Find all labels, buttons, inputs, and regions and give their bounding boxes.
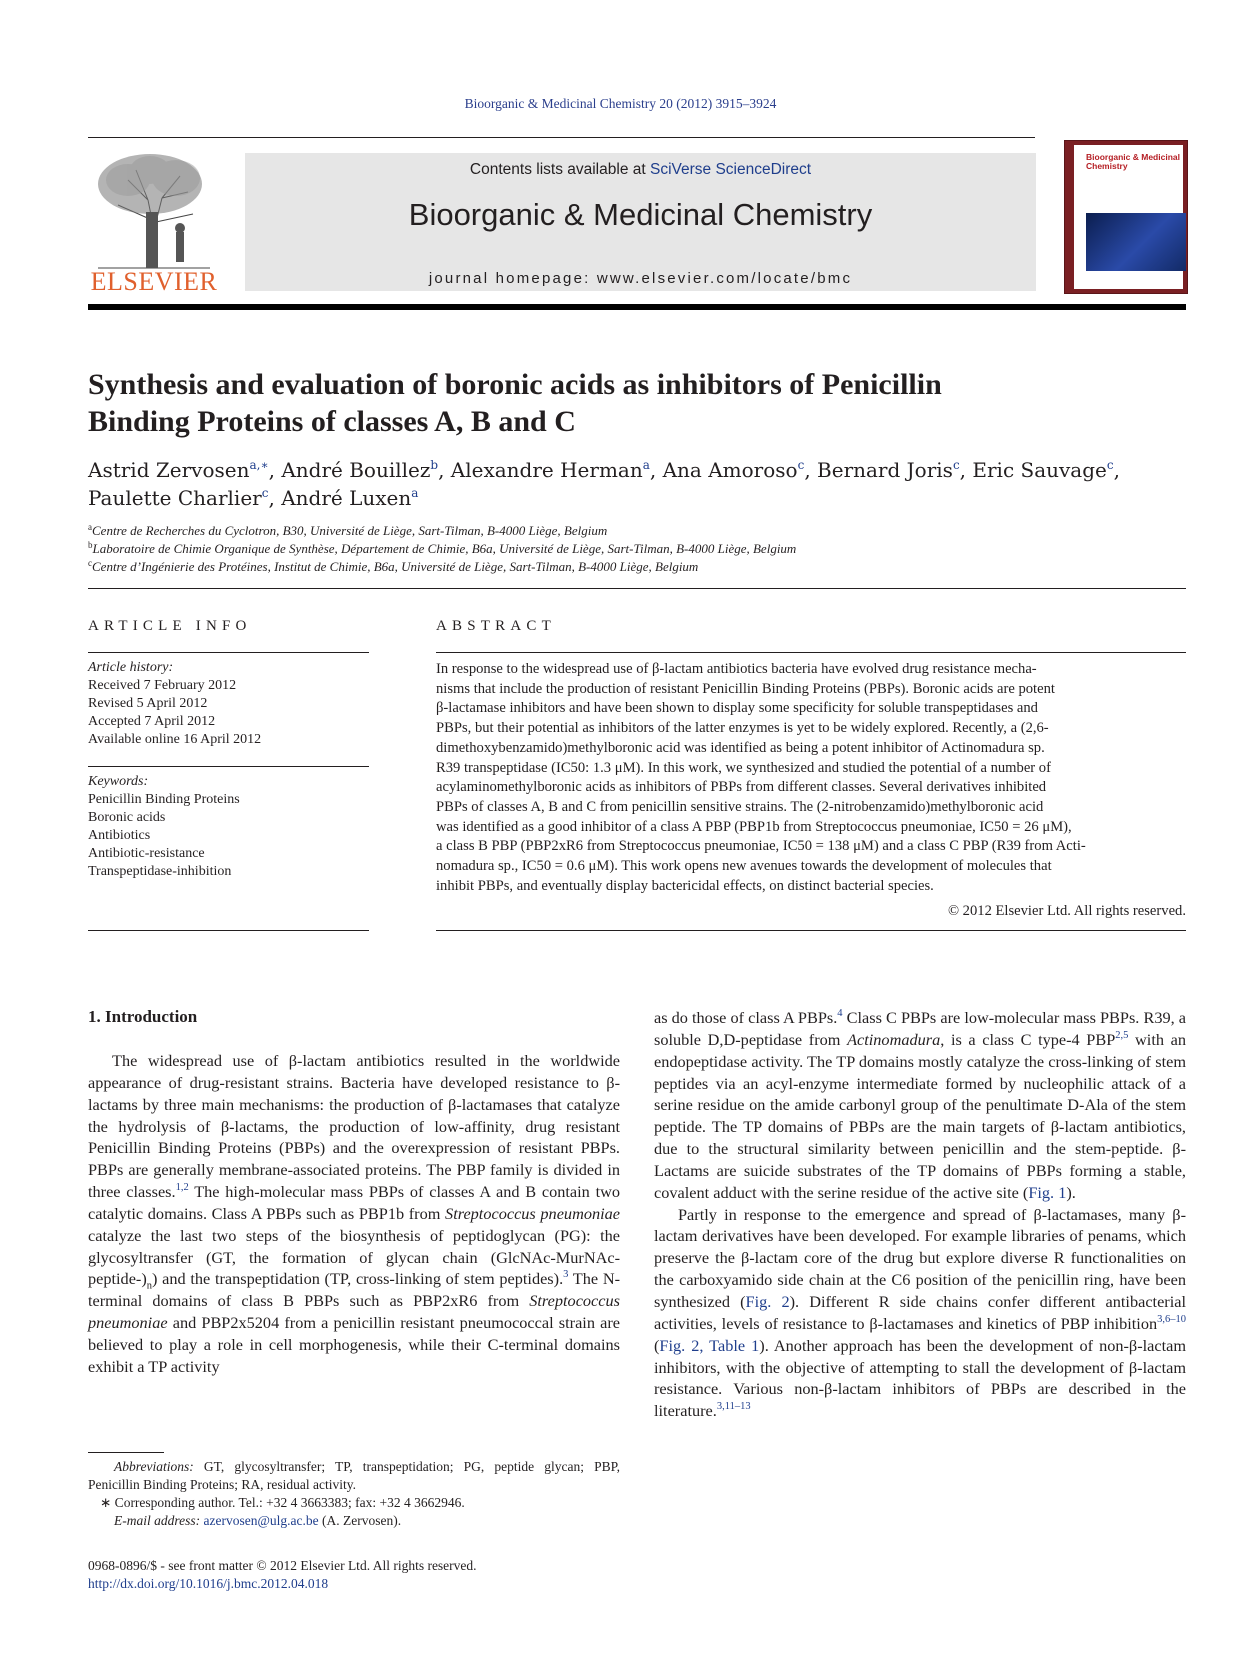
article-info-heading: ARTICLE INFO [88, 618, 252, 634]
abstract-copyright: © 2012 Elsevier Ltd. All rights reserved. [947, 903, 1186, 919]
email-link[interactable]: azervosen@ulg.ac.be [203, 1513, 319, 1528]
author-name[interactable]: Alexandre Herman [450, 458, 643, 482]
affiliation-marker[interactable]: c [952, 458, 960, 472]
species-name: Streptococcus pneumoniae [445, 1203, 620, 1223]
issn-block [88, 1557, 477, 1593]
affiliation-mark: a [88, 522, 92, 532]
affiliation-marker[interactable]: c [1106, 458, 1114, 472]
intro-right-column [654, 1007, 1186, 1422]
author-list [88, 456, 1188, 512]
email-label: E-mail address: [114, 1513, 201, 1528]
author-name[interactable]: Ana Amoroso [662, 458, 798, 482]
text-run: ). [1066, 1182, 1076, 1202]
journal-citation: Bioorganic & Medicinal Chemistry 20 (2012) 3915–3924 [464, 96, 777, 111]
abstract-line: inhibit PBPs, and eventually display bactericidal effects, on distinct bacterial species. [436, 877, 934, 894]
affiliation-marker[interactable]: c [261, 486, 269, 500]
history-label: Article history: [88, 660, 174, 675]
keywords-block [88, 773, 370, 881]
keywords-label: Keywords: [88, 774, 149, 789]
author-separator: , [959, 458, 973, 482]
text-run: and PBP2x5204 from a penicillin resistant pneumococcal strain are believed to play a role in cell morphogenesis, while their C-terminal domains exhibit a TP activity [88, 1313, 620, 1376]
article-info-rule [88, 652, 369, 653]
text-run: catalyze the last two steps of the biosynthesis of peptidoglycan (PG): the glycosyltransfer (GT, the formation of glycan chain (GlcNAc-MurNAc-peptide-) [88, 1225, 620, 1289]
affiliation-marker[interactable]: b [430, 458, 439, 472]
history-received: Received 7 February 2012 [88, 678, 237, 693]
abbreviations-footnote [88, 1458, 620, 1494]
journal-banner [245, 153, 1036, 291]
author-separator: , [804, 458, 818, 482]
doi-link[interactable]: http://dx.doi.org/10.1016/j.bmc.2012.04.018 [88, 1576, 329, 1591]
contents-prefix: Contents lists available at [469, 161, 650, 178]
text-run: with an endopeptidase activity. The TP domains mostly catalyze the cross-linking of stem peptides via an acyl-enzyme intermediate formed by nucleophilic attack of a serine residue on the amide carbonyl group of the penultimate D-Ala of the stem peptide. The TP domains of PBPs are the main targets of β-lactam antibiotics, due to the structural similarity between penicillin and the stem-peptide. β-Lactams are suicide substrates of the TP domains of PBPs forming a stable, covalent adduct with the serine residue of the active site ( [654, 1029, 1186, 1202]
author-separator: , [268, 486, 282, 510]
text-run: ( [654, 1335, 660, 1355]
abstract-line: dimethoxybenzamido)methylboronic acid was identified as being a potent inhibitor of Actinomadura sp. [436, 739, 1045, 756]
text-run: ). Another approach has been the development of non-β-lactam inhibitors, with the objective of attempting to stall the development of β-lactam resistance. Various non-β-lactam inhibitors of PBPs are described in the literature. [654, 1335, 1187, 1421]
citation-ref[interactable]: 3,6–10 [1157, 1313, 1186, 1325]
species-name: Streptococcus pneumoniae [88, 1291, 620, 1333]
email-suffix: (A. Zervosen). [318, 1513, 402, 1528]
text-run: The N-terminal domains of class B PBPs such as PBP2xR6 from [88, 1269, 620, 1311]
citation-ref[interactable]: 3 [563, 1269, 569, 1281]
abstract-heading: ABSTRACT [436, 618, 556, 634]
affiliation-rule [88, 588, 1186, 589]
author-line-1 [88, 456, 1188, 484]
text-run: Partly in response to the emergence and spread of β-lactamases, many β-lactam derivatives have been developed. For example libraries of penams, which preserve the β-lactam core of the drug but explore diverse R functionalities on the carboxyamido side chain at the C6 position of the penicillin ring, have been synthesized ( [654, 1204, 1186, 1311]
citation-ref[interactable]: 3,11–13 [716, 1401, 751, 1413]
sciencedirect-link[interactable]: SciVerse ScienceDirect [649, 161, 812, 178]
figure-link[interactable]: Fig. 2 [745, 1291, 790, 1311]
footnote-rule [88, 1452, 164, 1453]
intro-paragraph-1 [88, 1050, 620, 1378]
intro-paragraph-2 [654, 1204, 1186, 1422]
cover-title: Bioorganic & Medicinal Chemistry [1086, 152, 1180, 171]
intro-left-column [88, 1050, 620, 1378]
title-line-2: Binding Proteins of classes A, B and C [88, 405, 576, 438]
text-run: ). Different R side chains confer different antibacterial activities, levels of resistance to β-lactamases and kinetics of PBP inhibition [654, 1291, 1186, 1333]
affiliation-text: Centre d’Ingénierie des Protéines, Institut de Chimie, B6a, Université de Liège, Sart-Tilman, B-4000 Liège, Belgium [92, 559, 699, 574]
keyword-item: Penicillin Binding Proteins [88, 792, 240, 807]
author-separator: , [438, 458, 451, 482]
affiliation-marker[interactable]: c [797, 458, 805, 472]
species-name: Actinomadura [847, 1029, 941, 1049]
history-accepted: Accepted 7 April 2012 [88, 714, 216, 729]
text-run: The high-molecular mass PBPs of classes A and B contain two catalytic domains. Class A PBPs such as PBP1b from [88, 1182, 620, 1223]
abstract-line: nisms that include the production of resistant Penicillin Binding Proteins (PBPs). Boronic acids are potent [436, 680, 1055, 697]
abstract-line: PBPs of classes A, B and C from penicillin sensitive strains. The (2-nitrobenzamido)methylboronic acid [436, 798, 1044, 815]
affiliation-marker[interactable]: a,∗ [249, 458, 269, 472]
abstract-line: PBPs, but their potential as inhibitors of the latter enzymes is yet to be widely explored. Recently, a (2,6- [436, 720, 1049, 737]
keyword-item: Transpeptidase-inhibition [88, 864, 232, 879]
text-run: Class C PBPs are low-molecular mass PBPs. R39, a soluble D,D-peptidase from [654, 1008, 1186, 1049]
affiliation-text: Centre de Recherches du Cyclotron, B30, Université de Liège, Sart-Tilman, B-4000 Liège, Belgium [92, 523, 608, 538]
abstract-line: β-lactamase inhibitors and have been shown to display some specificity for soluble transpeptidases and [436, 700, 1038, 717]
author-separator: , [1113, 458, 1120, 482]
affiliation-a [88, 523, 1188, 539]
journal-name: Bioorganic & Medicinal Chemistry [408, 197, 873, 232]
author-name[interactable]: Astrid Zervosen [88, 458, 250, 482]
abstract-body [436, 660, 1186, 896]
abstract-rule [436, 652, 1186, 653]
author-name[interactable]: Paulette Charlier [88, 486, 262, 510]
abstract-line: acylaminomethylboronic acids as inhibitors of PBPs from different classes. Several derivatives inhibited [436, 779, 1047, 796]
citation-ref[interactable]: 2,5 [1115, 1029, 1129, 1041]
text-run: as do those of class A PBPs. [654, 1008, 838, 1027]
contents-line [245, 161, 1036, 179]
text-run: The widespread use of β-lactam antibiotics resulted in the worldwide appearance of drug-resistant strains. Bacteria have developed resistance to β-lactams by three main mechanisms: the production of β-lactamases that catalyze the hydrolysis of β-lactams, the production of low-affinity, drug resistant Penicillin Binding Proteins (PBPs) and the overexpression of resistant PBPs. PBPs are generally membrane-associated proteins. The PBP family is divided in three classes. [88, 1051, 620, 1202]
affiliation-marker[interactable]: a [642, 458, 650, 472]
abstract-line: was identified as a good inhibitor of a class A PBP (PBP1b from Streptococcus pneumoniae, IC50 = 26 μM), [436, 818, 1072, 835]
elsevier-wordmark: ELSEVIER [90, 267, 218, 296]
article-info-bottom-rule [88, 930, 369, 931]
corresponding-author-footnote: ∗ Corresponding author. Tel.: +32 4 3663383; fax: +32 4 3662946. [100, 1495, 465, 1510]
author-line-2 [88, 484, 1188, 512]
author-name[interactable]: André Luxen [281, 486, 412, 510]
figure-link[interactable]: Fig. 1 [1028, 1182, 1067, 1202]
journal-homepage[interactable]: journal homepage: www.elsevier.com/locate/bmc [428, 270, 853, 287]
keywords-rule [88, 766, 369, 767]
history-online: Available online 16 April 2012 [88, 732, 262, 747]
abstract-line: a class B PBP (PBP2xR6 from Streptococcus pneumoniae, IC50 = 138 μM) and a class C PBP (R39 from Acti- [436, 838, 1086, 855]
article-title [88, 366, 1168, 440]
email-footnote [88, 1512, 646, 1530]
subscript: n [146, 1280, 153, 1292]
author-name[interactable]: Eric Sauvage [972, 458, 1107, 482]
affiliation-mark: b [88, 540, 93, 550]
intro-paragraph-1-cont [654, 1007, 1186, 1204]
cover-art [1086, 213, 1186, 271]
affiliation-marker[interactable]: a [411, 486, 419, 500]
abstract-line: nomadura sp., IC50 = 0.6 μM). This work opens new avenues towards the development of molecules that [436, 858, 1052, 875]
affiliation-b [88, 541, 1188, 557]
abstract-line: In response to the widespread use of β-lactam antibiotics bacteria have evolved drug resistance mecha- [436, 661, 1037, 677]
header-thick-rule [88, 304, 1186, 310]
text-run: ) and the transpeptidation (TP, cross-linking of stem peptides). [152, 1269, 564, 1289]
keyword-item: Boronic acids [88, 810, 166, 825]
author-separator: , [268, 458, 282, 482]
abbreviations-text: GT, glycosyltransfer; TP, transpeptidation; PG, peptide glycan; PBP, Penicillin Binding Proteins; RA, residual activity. [88, 1459, 620, 1492]
header-rule [88, 137, 1035, 138]
journal-cover-image [1064, 140, 1188, 294]
affiliation-mark: c [88, 558, 92, 568]
title-line-1: Synthesis and evaluation of boronic acids as inhibitors of Penicillin [88, 368, 942, 401]
figure-table-link[interactable]: Fig. 2, Table 1 [659, 1335, 760, 1355]
article-history [88, 659, 370, 749]
affiliation-c [88, 559, 1188, 575]
section-heading-introduction: 1. Introduction [88, 1007, 198, 1026]
keyword-item: Antibiotics [88, 828, 151, 843]
abstract-bottom-rule [436, 930, 1186, 931]
author-separator: , [649, 458, 663, 482]
issn-line: 0968-0896/$ - see front matter © 2012 Elsevier Ltd. All rights reserved. [88, 1558, 477, 1573]
author-name[interactable]: André Bouillez [281, 458, 431, 482]
affiliation-text: Laboratoire de Chimie Organique de Synthèse, Département de Chimie, B6a, Université de Liège, Sart-Tilman, B-4000 Liège, Belgium [92, 541, 797, 556]
text-run: , is a class C type-4 PBP [940, 1029, 1116, 1049]
citation-ref[interactable]: 4 [837, 1008, 843, 1019]
abstract-line: R39 transpeptidase (IC50: 1.3 μM). In this work, we synthesized and studied the potential of a number of [436, 759, 1051, 776]
keyword-item: Antibiotic-resistance [88, 846, 205, 861]
author-name[interactable]: Bernard Joris [817, 458, 953, 482]
history-revised: Revised 5 April 2012 [88, 696, 208, 711]
abbreviations-label: Abbreviations: [114, 1459, 194, 1474]
citation-ref[interactable]: 1,2 [175, 1182, 189, 1194]
